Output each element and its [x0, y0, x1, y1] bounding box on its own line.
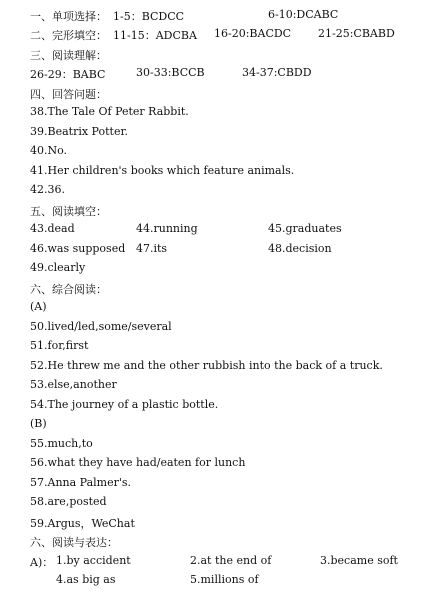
- answer-line: [0, 378, 435, 397]
- answer-row: [0, 222, 435, 241]
- answer-line: [0, 456, 435, 475]
- answer-group: 34-37:CBDD: [242, 66, 312, 79]
- part-label: A)：: [30, 556, 54, 569]
- answer-row: [0, 242, 435, 261]
- answer-text: 59.Argus，WeChat: [30, 517, 135, 530]
- answer-text: 57.Anna Palmer's.: [30, 476, 132, 489]
- answer-group: 1-5：BCDCC: [113, 10, 185, 23]
- answer-group: 16-20:BACDC: [214, 27, 292, 40]
- answer-text: 52.He threw me and the other rubbish into the back of a truck.: [30, 359, 383, 372]
- cut-off-header: [160, 0, 280, 2]
- answer-text: 44.running: [136, 222, 198, 235]
- answer-text: 41.Her children's books which feature animals.: [30, 164, 295, 177]
- answer-line: [0, 495, 435, 514]
- answer-group: 26-29：BABC: [30, 68, 106, 81]
- answer-line: [0, 144, 435, 163]
- answer-line: [0, 183, 435, 202]
- section-questions-heading: [0, 86, 435, 105]
- answer-line: [0, 164, 435, 183]
- part-a-label: [0, 300, 435, 319]
- answer-text: 48.decision: [268, 242, 332, 255]
- answer-text: 40.No.: [30, 144, 68, 157]
- answer-group: 6-10:DCABC: [268, 8, 339, 21]
- answer-line: [0, 476, 435, 495]
- answer-line: [0, 339, 435, 358]
- answer-text: 53.else,another: [30, 378, 117, 391]
- answer-text: 43.dead: [30, 222, 75, 235]
- section-label: 五、阅读填空：: [30, 205, 107, 218]
- section-comprehensive-heading: [0, 281, 435, 300]
- answer-row: [0, 261, 435, 280]
- answer-line: [0, 320, 435, 339]
- section-label: 六、阅读与表达：: [30, 536, 118, 549]
- answer-line: [0, 359, 435, 378]
- answer-text: 4.as big as: [56, 573, 116, 586]
- answer-text: 49.clearly: [30, 261, 86, 274]
- answer-row: [0, 573, 435, 592]
- answer-text: 55.much,to: [30, 437, 93, 450]
- answer-text: 46.was supposed: [30, 242, 126, 255]
- answer-text: 3.became soft: [320, 554, 398, 567]
- section-label: 二、完形填空：: [30, 29, 107, 42]
- answer-line: [0, 515, 435, 534]
- section-fill-heading: [0, 203, 435, 222]
- section-label: 六、综合阅读：: [30, 283, 107, 296]
- section-reading-heading: [0, 47, 435, 66]
- part-b-label: [0, 417, 435, 436]
- answer-text: 38.The Tale Of Peter Rabbit.: [30, 105, 189, 118]
- answer-text: 47.its: [136, 242, 168, 255]
- section-cloze: [0, 27, 435, 46]
- answer-text: 50.lived/led,some/several: [30, 320, 172, 333]
- answer-text: 56.what they have had/eaten for lunch: [30, 456, 246, 469]
- section-single-choice: [0, 8, 435, 27]
- section-expression-heading: [0, 534, 435, 553]
- answer-text: 1.by accident: [56, 554, 131, 567]
- section-label: 三、阅读理解：: [30, 49, 107, 62]
- section-label: 一、单项选择：: [30, 10, 107, 23]
- answer-text: 51.for,first: [30, 339, 89, 352]
- answer-text: 39.Beatrix Potter.: [30, 125, 129, 138]
- section-label: 四、回答问题：: [30, 88, 107, 101]
- answer-row: [0, 554, 435, 573]
- answer-text: 45.graduates: [268, 222, 342, 235]
- answer-group: 11-15：ADCBA: [113, 29, 197, 42]
- answer-line: [0, 437, 435, 456]
- answer-line: [0, 105, 435, 124]
- answer-text: 58.are,posted: [30, 495, 107, 508]
- part-label: (A): [30, 300, 47, 313]
- answer-text: 54.The journey of a plastic bottle.: [30, 398, 219, 411]
- part-label: (B): [30, 417, 47, 430]
- answer-text: 2.at the end of: [190, 554, 272, 567]
- answer-line: [0, 398, 435, 417]
- answer-text: 42.36.: [30, 183, 65, 196]
- answer-line: [0, 125, 435, 144]
- answer-group: 21-25:CBABD: [318, 27, 395, 40]
- answer-text: 5.millions of: [190, 573, 259, 586]
- answer-group: 30-33:BCCB: [136, 66, 205, 79]
- section-reading-answers: [0, 66, 435, 85]
